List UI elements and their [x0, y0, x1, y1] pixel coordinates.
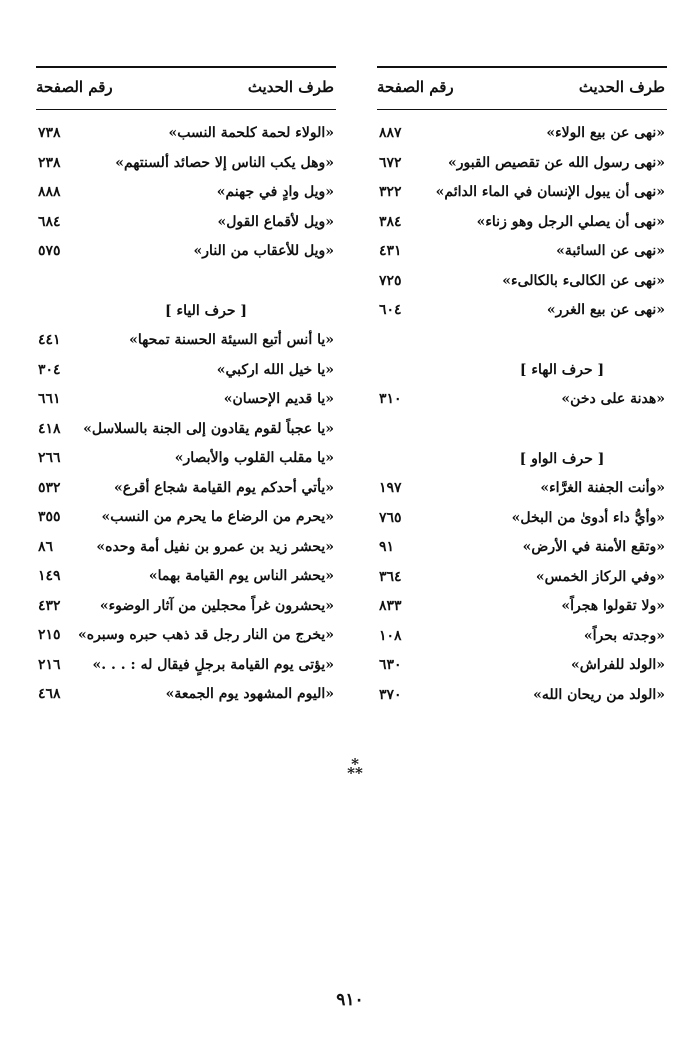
page-ref: ٥٧٥ — [38, 243, 61, 259]
hadith-text: «يحرم من الرضاع ما يحرم من النسب» — [101, 509, 334, 525]
index-entry — [377, 179, 667, 209]
index-entry — [377, 652, 667, 682]
hadith-text: «ويل وادٍ في جهنم» — [216, 184, 334, 200]
column-header — [36, 66, 336, 110]
page-ref: ٥٣٢ — [38, 479, 61, 496]
hadith-text: «يا مقلب القلوب والأبصار» — [174, 450, 334, 466]
index-entry — [36, 563, 336, 593]
index-entry — [377, 593, 667, 623]
spacer — [377, 327, 667, 357]
index-entry — [36, 357, 336, 387]
hadith-text: «وتقع الأمنة في الأرض» — [522, 539, 665, 555]
page-ref: ٣٥٥ — [38, 509, 61, 525]
page-ref: ٣٧٠ — [379, 686, 402, 703]
hadith-text: «نهى عن الكالىء بالكالىء» — [502, 272, 665, 289]
hadith-text: «نهى عن بيع الغرر» — [546, 302, 665, 318]
hadith-text: «الولد من ريحان الله» — [533, 686, 665, 703]
page-ref: ٧٦٥ — [379, 509, 402, 526]
index-entry — [36, 120, 336, 150]
index-entry — [36, 327, 336, 357]
index-column-right — [377, 66, 667, 711]
hadith-text: «وجدته بحراً» — [583, 627, 665, 644]
hadith-text: «وأنت الجفنة الغرَّاء» — [540, 480, 665, 496]
section-heading-waw — [377, 446, 667, 476]
index-entry — [377, 564, 667, 594]
index-entry — [36, 534, 336, 564]
hadith-text: «يا خيل الله اركبي» — [216, 361, 334, 378]
hadith-text: «نهى عن بيع الولاء» — [546, 125, 665, 141]
page-number: ٩١٠ — [336, 990, 364, 1010]
index-entry — [377, 209, 667, 239]
ornament-asterisks: * ** — [347, 755, 363, 782]
index-entry — [377, 505, 667, 535]
header-page-label: رقم الصفحة — [377, 78, 454, 96]
index-entry — [36, 475, 336, 505]
index-entry — [36, 681, 336, 711]
page-ref: ٨٦ — [38, 538, 54, 555]
page-ref: ٣١٠ — [379, 391, 402, 407]
page-ref: ٦٨٤ — [38, 213, 61, 230]
index-entry — [377, 623, 667, 653]
page-ref: ١٠٨ — [379, 627, 402, 644]
index-entry — [377, 238, 667, 268]
header-hadith-label: طرف الحديث — [247, 78, 334, 96]
page-ref: ٤٦٨ — [38, 686, 61, 702]
page-ref: ٣٦٤ — [379, 568, 402, 585]
page-ref: ٢١٦ — [38, 656, 61, 673]
entry-list — [377, 120, 667, 711]
hadith-text: «وأيُّ داء أدوىٰ من البخل» — [511, 509, 665, 526]
index-column-left — [36, 66, 336, 711]
page-ref: ٢٦٦ — [38, 450, 61, 466]
section-label: [ حرف الهاء ] — [519, 361, 605, 378]
hadith-text: «اليوم المشهود يوم الجمعة» — [165, 686, 334, 702]
page-ref: ٦٠٤ — [379, 302, 402, 318]
index-entry — [36, 238, 336, 268]
index-entry — [36, 150, 336, 180]
hadith-text: «يحشر الناس يوم القيامة بهما» — [148, 568, 334, 584]
page-ref: ٨٣٣ — [379, 598, 402, 614]
page-ref: ٧٢٥ — [379, 272, 402, 289]
hadith-text: «وهل يكب الناس إلا حصائد ألسنتهم» — [115, 154, 334, 171]
index-entry — [36, 504, 336, 534]
index-entry — [36, 622, 336, 652]
page-ref: ٨٨٧ — [379, 125, 402, 141]
hadith-text: «يؤتى يوم القيامة برجلٍ فيقال له : . . .» — [92, 656, 334, 673]
page-ref: ٣٢٢ — [379, 184, 402, 200]
hadith-text: «يحشر زيد بن عمرو بن نفيل أمة وحده» — [96, 538, 334, 555]
hadith-text: «هدنة على دخن» — [561, 391, 665, 407]
hadith-text: «يحشرون غراً محجلين من آثار الوضوء» — [99, 597, 334, 614]
index-entry — [377, 534, 667, 564]
hadith-text: «نهى عن السائبة» — [556, 243, 665, 259]
index-entry — [36, 209, 336, 239]
index-entry — [377, 682, 667, 712]
page-ref: ٧٣٨ — [38, 125, 61, 141]
hadith-text: «يخرج من النار رجل قد ذهب حبره وسبره» — [77, 627, 334, 643]
page-ref: ٣٠٤ — [38, 361, 61, 378]
section-label: [ حرف الياء ] — [165, 302, 247, 319]
header-hadith-label: طرف الحديث — [578, 78, 665, 96]
page-ref: ٢١٥ — [38, 627, 61, 643]
section-heading-ya — [36, 298, 336, 328]
index-entry — [377, 475, 667, 505]
index-entry — [377, 150, 667, 180]
hadith-text: «يأتي أحدكم يوم القيامة شجاع أقرع» — [113, 479, 334, 496]
hadith-text: «ويل للأعقاب من النار» — [193, 243, 334, 259]
spacer — [36, 268, 336, 298]
index-entry — [36, 652, 336, 682]
index-entry — [36, 416, 336, 446]
hadith-text: «ولا تقولوا هجراً» — [561, 598, 665, 614]
hadith-text: «يا قديم الإحسان» — [223, 391, 334, 407]
index-entry — [36, 445, 336, 475]
hadith-text: «يا أنس أتبع السيئة الحسنة تمحها» — [129, 332, 334, 348]
column-header — [377, 66, 667, 110]
index-entry — [377, 386, 667, 416]
page-ref: ٦٧٢ — [379, 154, 402, 171]
hadith-text: «الولاء لحمة كلحمة النسب» — [168, 125, 334, 141]
page-ref: ٦٣٠ — [379, 657, 402, 673]
page-ref: ٢٣٨ — [38, 154, 61, 171]
index-entry — [36, 386, 336, 416]
hadith-text: «يا عجباً لقوم يقادون إلى الجنة بالسلاسل» — [83, 420, 334, 437]
index-entry — [377, 120, 667, 150]
page-ref: ٤٤١ — [38, 332, 61, 348]
section-label: [ حرف الواو ] — [519, 450, 605, 467]
index-entry — [377, 297, 667, 327]
page-ref: ١٤٩ — [38, 568, 61, 584]
page-ref: ٤١٨ — [38, 420, 61, 437]
hadith-text: «الولد للفراش» — [570, 657, 665, 673]
page-ref: ٨٨٨ — [38, 184, 61, 200]
hadith-text: «ويل لأقماع القول» — [217, 213, 334, 230]
section-heading-ha — [377, 357, 667, 387]
hadith-text: «وفي الركاز الخمس» — [535, 568, 665, 585]
entry-list — [36, 120, 336, 711]
index-entry — [377, 268, 667, 298]
spacer — [377, 416, 667, 446]
page-ref: ٤٣١ — [379, 243, 402, 259]
page-ref: ٤٣٢ — [38, 597, 61, 614]
page-ref: ١٩٧ — [379, 480, 402, 496]
page-ref: ٩١ — [379, 539, 395, 555]
hadith-text: «نهى أن يبول الإنسان في الماء الدائم» — [435, 184, 665, 200]
header-page-label: رقم الصفحة — [36, 78, 113, 96]
index-entry — [36, 179, 336, 209]
index-entry — [36, 593, 336, 623]
page-ref: ٣٨٤ — [379, 213, 402, 230]
hadith-text: «نهى رسول الله عن تقصيص القبور» — [447, 154, 665, 171]
hadith-text: «نهى أن يصلي الرجل وهو زناء» — [476, 213, 665, 230]
page-ref: ٦٦١ — [38, 391, 61, 407]
